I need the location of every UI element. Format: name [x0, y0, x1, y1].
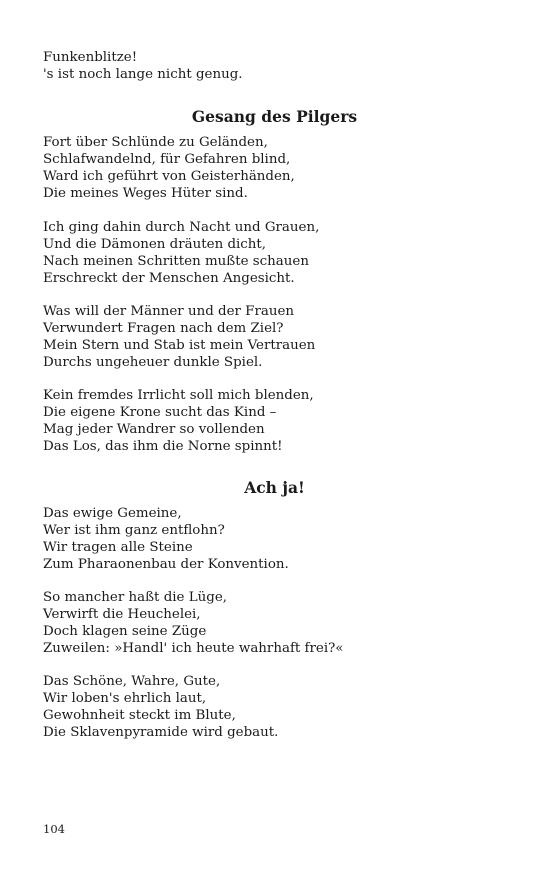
page-number: 104: [43, 822, 65, 836]
verse-line: Zuweilen: »Handl' ich heute wahrhaft frei?«: [43, 641, 344, 656]
verse-line: Zum Pharaonenbau der Konvention.: [43, 557, 289, 572]
verse-line: Wer ist ihm ganz entflohn?: [43, 523, 225, 538]
verse-line: Nach meinen Schritten mußte schauen: [43, 254, 309, 269]
verse-line: Schlafwandelnd, für Gefahren blind,: [43, 152, 291, 167]
verse-line: Verwirft die Heuchelei,: [43, 607, 201, 622]
verse-line: Ward ich geführt von Geisterhänden,: [43, 169, 295, 184]
verse-line: Mein Stern und Stab ist mein Vertrauen: [43, 338, 316, 353]
verse-line: Wir loben's ehrlich laut,: [43, 691, 207, 706]
verse-line: Durchs ungeheuer dunkle Spiel.: [43, 355, 263, 370]
verse-line: Das Los, das ihm die Norne spinnt!: [43, 439, 283, 454]
verse-line: Die eigene Krone sucht das Kind –: [43, 405, 277, 420]
verse-line: Ich ging dahin durch Nacht und Grauen,: [43, 220, 320, 235]
verse-line: Kein fremdes Irrlicht soll mich blenden,: [43, 388, 314, 403]
verse-line: Gewohnheit steckt im Blute,: [43, 708, 236, 723]
verse-line: Die Sklavenpyramide wird gebaut.: [43, 725, 279, 740]
verse-line: Was will der Männer und der Frauen: [43, 304, 295, 319]
verse-line: Verwundert Fragen nach dem Ziel?: [43, 321, 284, 336]
fragment-line: 's ist noch lange nicht genug.: [43, 67, 243, 82]
verse-line: Und die Dämonen dräuten dicht,: [43, 237, 267, 252]
verse-line: So mancher haßt die Lüge,: [43, 590, 227, 605]
verse-line: Das ewige Gemeine,: [43, 506, 182, 521]
verse-line: Doch klagen seine Züge: [43, 624, 207, 639]
verse-line: Fort über Schlünde zu Geländen,: [43, 135, 268, 150]
verse-line: Erschreckt der Menschen Angesicht.: [43, 271, 295, 286]
verse-line: Das Schöne, Wahre, Gute,: [43, 674, 221, 689]
verse-line: Wir tragen alle Steine: [43, 540, 193, 555]
poem-title: Gesang des Pilgers: [191, 107, 358, 126]
poem-title: Ach ja!: [244, 478, 305, 497]
verse-line: Mag jeder Wandrer so vollenden: [43, 422, 265, 437]
fragment-line: Funkenblitze!: [43, 50, 138, 65]
verse-line: Die meines Weges Hüter sind.: [43, 186, 248, 201]
